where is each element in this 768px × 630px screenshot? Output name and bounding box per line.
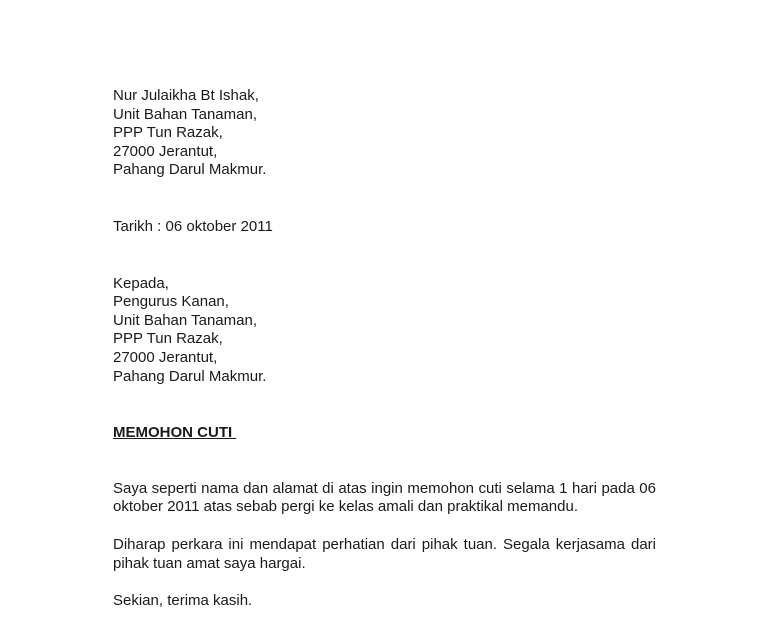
recipient-address [113,275,656,387]
recipient-organisation: PPP Tun Razak, [113,330,223,348]
recipient-salutation: Kepada, [113,274,169,292]
date-line: Tarikh : 06 oktober 2011 [113,217,273,235]
recipient-postcode-city: 27000 Jerantut, [113,348,218,366]
recipient-title: Pengurus Kanan, [113,293,229,311]
closing-line: Sekian, terima kasih. [113,592,253,610]
sender-state: Pahang Darul Makmur. [113,161,267,179]
recipient-state: Pahang Darul Makmur. [113,367,267,385]
sender-organisation: PPP Tun Razak, [113,124,223,142]
sender-name: Nur Julaikha Bt Ishak, [113,87,259,104]
sender-postcode-city: 27000 Jerantut, [113,142,218,160]
sender-unit: Unit Bahan Tanaman, [113,105,257,123]
letter-subject: MEMOHON CUTI [113,424,237,442]
body-paragraph-2: Diharap perkara ini mendapat perhatian dari pihak tuan. Segala kerjasama dari pihak tuan amat saya hargai. [113,535,656,572]
sender-address [113,87,656,180]
letter-page [113,87,656,611]
body-paragraph-1: Saya seperti nama dan alamat di atas ingin memohon cuti selama 1 hari pada 06 oktober 2011 atas sebab pergi ke kelas amali dan praktikal memandu. [113,479,656,516]
recipient-unit: Unit Bahan Tanaman, [113,311,257,329]
